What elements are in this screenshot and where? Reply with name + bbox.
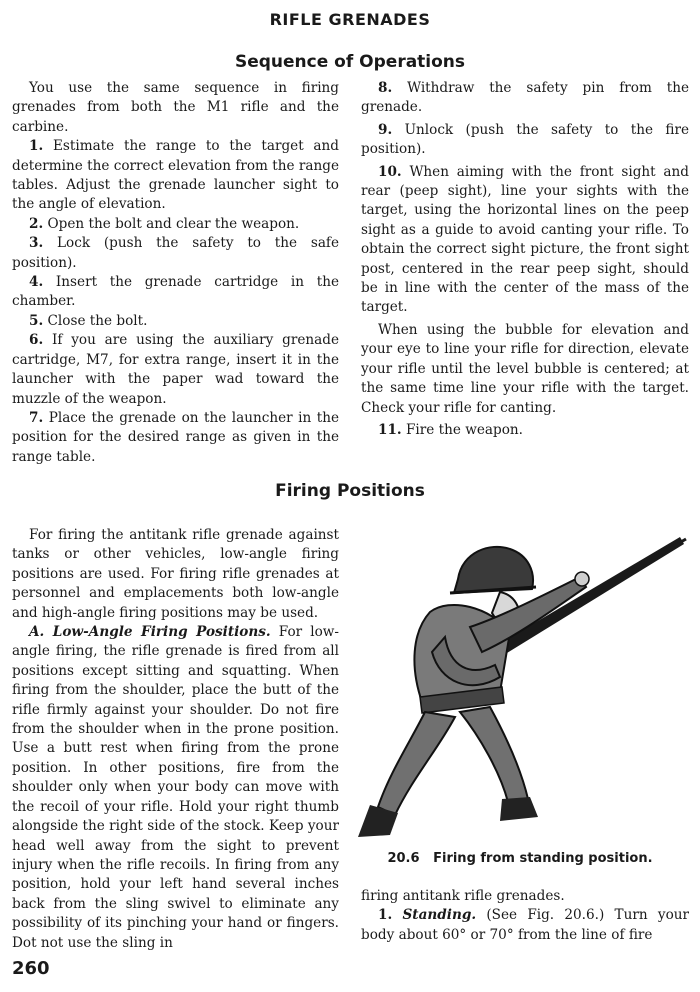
step-3: 3. Lock (push the safety to the safe position). bbox=[12, 235, 340, 271]
step-9: 9. Unlock (push the safety to the fire position). bbox=[361, 121, 689, 158]
step-5: 5. Close the bolt. bbox=[29, 312, 148, 329]
section-title-firing-positions: Firing Positions bbox=[275, 481, 425, 501]
step-1: 1. Estimate the range to the target and determine the correct elevation from the range tables. Adjust the grenade launcher sight to the angle of elevation. bbox=[12, 138, 339, 213]
sequence-intro: You use the same sequence in firing grenades from both the M1 rifle and the carbine. bbox=[12, 80, 339, 135]
firing-positions-intro: For firing the antitank rifle grenade against tanks or other vehicles, low-angle firing positions are used. For firing rifle grenades at personnel and emplacements both low-angle and high-angle firing positions may be used. bbox=[12, 527, 339, 621]
firing-positions-column-left bbox=[12, 526, 339, 953]
figure-standing-soldier bbox=[350, 517, 690, 847]
soldier-illustration bbox=[350, 517, 690, 847]
step-7: 7. Place the grenade on the launcher in the position for the desired range as given in the range table. bbox=[12, 409, 339, 465]
bubble-paragraph: When using the bubble for elevation and your eye to line your rifle for direction, elevate your rifle until the level bubble is centered; at the same time line your rifle with the target. Check your rifle for canting. bbox=[361, 321, 689, 416]
standing-paragraph: 1. Standing. (See Fig. 20.6.) Turn your body about 60° or 70° from the line of fire bbox=[361, 907, 690, 943]
firing-positions-column-right bbox=[361, 887, 689, 945]
standing-heading: Standing. bbox=[402, 907, 477, 924]
step-11: 11. Fire the weapon. bbox=[378, 421, 523, 438]
low-angle-paragraph: A. Low-Angle Firing Positions. For low-angle firing, the rifle grenade is fired from all positions except sitting and squatting. When firing from the shoulder, place the butt of the rifle firmly against your shoulder. Do not fire from the shoulder when in the prone position. Use a butt rest when firing from the prone position. In other positions, fire from the shoulder only when your body can move with the recoil of your rifle. Hold your right thumb alongside the right side of the stock. Keep your head well away from the sight to prevent injury when the rifle recoils. In firing from any position, hold your left hand several inches back from the sling swivel to eliminate any possibility of its pinching your hand or fingers. Dot not use the sling in bbox=[12, 624, 340, 951]
running-head: RIFLE GRENADES bbox=[269, 10, 431, 29]
low-angle-heading: A. Low-Angle Firing Positions. bbox=[29, 624, 271, 641]
section-title-sequence: Sequence of Operations bbox=[234, 52, 466, 72]
page-number: 260 bbox=[12, 958, 50, 979]
step-10: 10. When aiming with the front sight and rear (peep sight), line your sights with the target, using the horizontal lines on the peep sight as a guide to avoid canting your rifle. To obtain the correct sight picture, the front sight post, centered in the rear peep sight, should be in line with the center of the mass of the target. bbox=[361, 163, 689, 316]
figure-caption: 20.6 Firing from standing position. bbox=[387, 851, 653, 866]
step-8: 8. Withdraw the safety pin from the grenade. bbox=[361, 80, 689, 116]
step-4: 4. Insert the grenade cartridge in the chamber. bbox=[12, 274, 339, 310]
step-6: 6. If you are using the auxiliary grenade cartridge, M7, for extra range, insert it in the launcher with the paper wad toward the muzzle of the weapon. bbox=[12, 332, 340, 407]
step-2: 2. Open the bolt and clear the weapon. bbox=[29, 215, 300, 232]
sequence-column-left bbox=[12, 79, 339, 467]
continued-text: firing antitank rifle grenades. bbox=[361, 888, 565, 904]
sequence-column-right bbox=[361, 79, 689, 440]
